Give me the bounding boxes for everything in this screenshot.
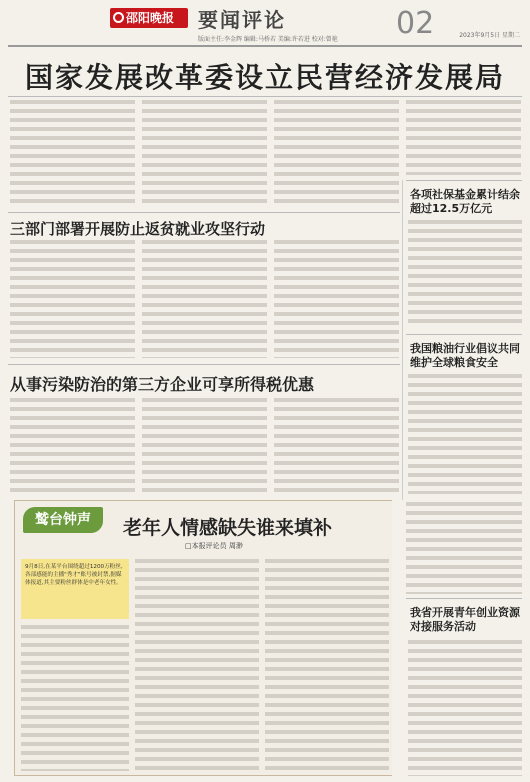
article-title-tax: 从事污染防治的第三方企业可享所得税优惠	[10, 375, 315, 394]
column-divider	[402, 180, 403, 500]
newspaper-logo	[110, 8, 188, 28]
commentary-body	[21, 625, 129, 771]
editor-credits: 版面主任:李金辉 编辑:马桥若 美编:许若进 校对:曾艳	[198, 36, 338, 43]
article-body	[408, 374, 522, 494]
lead-headline: 国家发展改革委设立民营经济发展局	[24, 61, 505, 94]
logo-text: 邵阳晚报	[126, 11, 175, 25]
lead-body-col1	[10, 100, 135, 205]
divider	[406, 598, 522, 599]
article-title-employment: 三部门部署开展防止返贫就业攻坚行动	[10, 220, 266, 238]
lead-body-col2	[142, 100, 267, 205]
article-body	[274, 240, 399, 358]
article-body	[10, 398, 135, 492]
divider	[8, 364, 400, 365]
article-title-grain: 我国粮油行业倡议共同维护全球粮食安全	[410, 342, 520, 369]
article-body	[408, 220, 522, 328]
article-body	[142, 398, 267, 492]
lead-body-col4	[406, 100, 521, 175]
commentary-intro-box: 9月8日,在某平台围绕超过1200万粉丝,各部感能的主播"秀才"账号被封禁,据媒体报道,其主要粉丝群体是中老年女性。	[21, 559, 129, 619]
article-body	[10, 240, 135, 358]
commentary-title: 老年人情感缺失谁来填补	[123, 517, 333, 539]
commentary-body	[265, 559, 389, 771]
article-title-youth-startup: 我省开展青年创业资源对接服务活动	[410, 606, 520, 633]
article-body	[142, 240, 267, 358]
page-number: 02	[396, 6, 435, 41]
logo-ring-icon	[113, 12, 124, 23]
section-title: 要闻评论	[198, 8, 286, 32]
column-logo: 鹫台钟声	[23, 507, 103, 533]
header-divider	[8, 45, 522, 47]
divider	[8, 96, 522, 97]
lead-body-col3	[274, 100, 399, 205]
divider	[406, 334, 522, 335]
divider	[406, 180, 522, 181]
article-title-social-security: 各项社保基金累计结余超过12.5万亿元	[410, 188, 520, 215]
commentary-body	[135, 559, 259, 771]
article-body	[408, 640, 522, 776]
page-header	[0, 0, 530, 44]
issue-date: 2023年9月5日 星期二	[459, 32, 520, 39]
commentary-byline: □本报评论员 周渺	[185, 542, 243, 550]
article-body	[406, 502, 522, 594]
article-body	[274, 398, 399, 492]
divider	[8, 212, 400, 213]
